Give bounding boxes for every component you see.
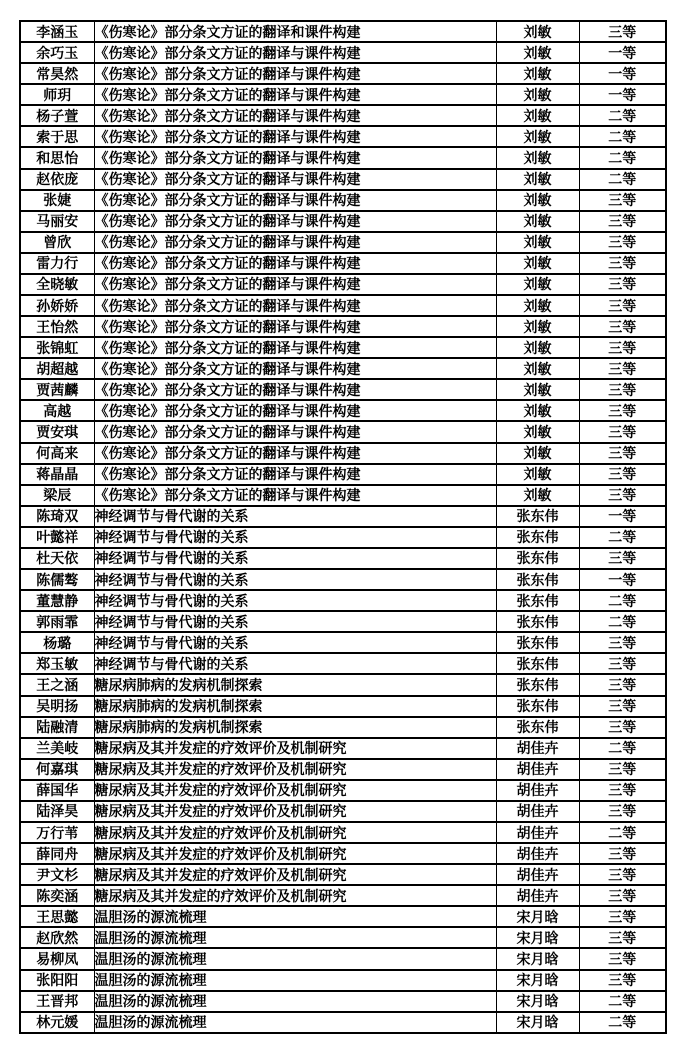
project-title: 糖尿病及其并发症的疗效评价及机制研究 xyxy=(94,780,496,801)
student-name: 蒋晶晶 xyxy=(20,464,94,485)
award-level: 三等 xyxy=(579,674,666,695)
award-level: 三等 xyxy=(579,295,666,316)
project-title: 《伤寒论》部分条文方证的翻译与课件构建 xyxy=(94,379,496,400)
award-level: 三等 xyxy=(579,927,666,948)
advisor-name: 刘敏 xyxy=(496,190,579,211)
advisor-name: 刘敏 xyxy=(496,126,579,147)
project-title: 神经调节与骨代谢的关系 xyxy=(94,569,496,590)
table-row xyxy=(20,527,666,548)
student-name: 尹文杉 xyxy=(20,864,94,885)
table-row xyxy=(20,759,666,780)
award-level: 二等 xyxy=(579,611,666,632)
award-level: 三等 xyxy=(579,358,666,379)
table-row xyxy=(20,190,666,211)
award-level: 二等 xyxy=(579,1012,666,1033)
advisor-name: 刘敏 xyxy=(496,105,579,126)
advisor-name: 刘敏 xyxy=(496,63,579,84)
table-row xyxy=(20,316,666,337)
award-level: 三等 xyxy=(579,653,666,674)
table-row xyxy=(20,948,666,969)
project-title: 《伤寒论》部分条文方证的翻译与课件构建 xyxy=(94,211,496,232)
student-name: 陈儒骜 xyxy=(20,569,94,590)
project-title: 《伤寒论》部分条文方证的翻译与课件构建 xyxy=(94,464,496,485)
award-level: 一等 xyxy=(579,569,666,590)
student-name: 师玥 xyxy=(20,84,94,105)
project-title: 温胆汤的源流梳理 xyxy=(94,1012,496,1033)
advisor-name: 刘敏 xyxy=(496,253,579,274)
student-name: 郭雨霏 xyxy=(20,611,94,632)
project-title: 《伤寒论》部分条文方证的翻译与课件构建 xyxy=(94,126,496,147)
advisor-name: 刘敏 xyxy=(496,337,579,358)
table-row xyxy=(20,485,666,506)
table-row xyxy=(20,632,666,653)
table-row xyxy=(20,738,666,759)
student-name: 王思懿 xyxy=(20,906,94,927)
award-level: 三等 xyxy=(579,443,666,464)
advisor-name: 刘敏 xyxy=(496,316,579,337)
student-name: 曾欣 xyxy=(20,232,94,253)
table-row xyxy=(20,611,666,632)
award-level: 三等 xyxy=(579,400,666,421)
table-row xyxy=(20,21,666,42)
advisor-name: 刘敏 xyxy=(496,379,579,400)
project-title: 《伤寒论》部分条文方证的翻译与课件构建 xyxy=(94,295,496,316)
award-level: 三等 xyxy=(579,190,666,211)
student-name: 常昊然 xyxy=(20,63,94,84)
award-level: 二等 xyxy=(579,169,666,190)
award-level: 三等 xyxy=(579,948,666,969)
project-title: 糖尿病及其并发症的疗效评价及机制研究 xyxy=(94,843,496,864)
advisor-name: 刘敏 xyxy=(496,400,579,421)
advisor-name: 宋月晗 xyxy=(496,1012,579,1033)
student-name: 薛国华 xyxy=(20,780,94,801)
student-name: 陈琦双 xyxy=(20,506,94,527)
advisor-name: 胡佳卉 xyxy=(496,738,579,759)
table-row xyxy=(20,169,666,190)
project-title: 糖尿病及其并发症的疗效评价及机制研究 xyxy=(94,822,496,843)
student-name: 陆融清 xyxy=(20,717,94,738)
award-level: 二等 xyxy=(579,105,666,126)
advisor-name: 刘敏 xyxy=(496,421,579,442)
award-level: 三等 xyxy=(579,864,666,885)
student-name: 陆泽昊 xyxy=(20,801,94,822)
student-name: 贾茜麟 xyxy=(20,379,94,400)
advisor-name: 刘敏 xyxy=(496,295,579,316)
table-row xyxy=(20,337,666,358)
student-name: 何嘉琪 xyxy=(20,759,94,780)
student-name: 吴明扬 xyxy=(20,696,94,717)
table-row xyxy=(20,443,666,464)
table-row xyxy=(20,1012,666,1033)
awards-table xyxy=(19,20,667,1034)
table-row xyxy=(20,358,666,379)
student-name: 薛同舟 xyxy=(20,843,94,864)
project-title: 神经调节与骨代谢的关系 xyxy=(94,632,496,653)
award-level: 三等 xyxy=(579,759,666,780)
advisor-name: 宋月晗 xyxy=(496,991,579,1012)
advisor-name: 胡佳卉 xyxy=(496,780,579,801)
student-name: 梁辰 xyxy=(20,485,94,506)
advisor-name: 张东伟 xyxy=(496,632,579,653)
advisor-name: 刘敏 xyxy=(496,147,579,168)
student-name: 王晋邦 xyxy=(20,991,94,1012)
project-title: 温胆汤的源流梳理 xyxy=(94,970,496,991)
advisor-name: 胡佳卉 xyxy=(496,864,579,885)
award-level: 三等 xyxy=(579,21,666,42)
advisor-name: 张东伟 xyxy=(496,590,579,611)
table-row xyxy=(20,232,666,253)
award-level: 三等 xyxy=(579,696,666,717)
project-title: 《伤寒论》部分条文方证的翻译与课件构建 xyxy=(94,105,496,126)
table-row xyxy=(20,379,666,400)
project-title: 神经调节与骨代谢的关系 xyxy=(94,590,496,611)
award-level: 二等 xyxy=(579,527,666,548)
project-title: 《伤寒论》部分条文方证的翻译与课件构建 xyxy=(94,169,496,190)
table-row xyxy=(20,927,666,948)
project-title: 温胆汤的源流梳理 xyxy=(94,991,496,1012)
table-row xyxy=(20,84,666,105)
award-level: 二等 xyxy=(579,147,666,168)
student-name: 张锦虹 xyxy=(20,337,94,358)
award-level: 三等 xyxy=(579,485,666,506)
award-level: 二等 xyxy=(579,590,666,611)
advisor-name: 宋月晗 xyxy=(496,906,579,927)
advisor-name: 刘敏 xyxy=(496,42,579,63)
project-title: 《伤寒论》部分条文方证的翻译与课件构建 xyxy=(94,400,496,421)
award-level: 三等 xyxy=(579,780,666,801)
award-level: 三等 xyxy=(579,232,666,253)
student-name: 张婕 xyxy=(20,190,94,211)
advisor-name: 刘敏 xyxy=(496,443,579,464)
advisor-name: 宋月晗 xyxy=(496,970,579,991)
award-level: 三等 xyxy=(579,421,666,442)
advisor-name: 宋月晗 xyxy=(496,948,579,969)
table-row xyxy=(20,780,666,801)
project-title: 《伤寒论》部分条文方证的翻译与课件构建 xyxy=(94,421,496,442)
award-level: 三等 xyxy=(579,843,666,864)
project-title: 《伤寒论》部分条文方证的翻译与课件构建 xyxy=(94,147,496,168)
award-level: 一等 xyxy=(579,63,666,84)
award-level: 三等 xyxy=(579,274,666,295)
project-title: 《伤寒论》部分条文方证的翻译与课件构建 xyxy=(94,63,496,84)
table-row xyxy=(20,991,666,1012)
student-name: 王之涵 xyxy=(20,674,94,695)
student-name: 李涵玉 xyxy=(20,21,94,42)
student-name: 万行苇 xyxy=(20,822,94,843)
student-name: 胡超越 xyxy=(20,358,94,379)
project-title: 《伤寒论》部分条文方证的翻译与课件构建 xyxy=(94,485,496,506)
award-level: 三等 xyxy=(579,885,666,906)
table-row xyxy=(20,548,666,569)
project-title: 神经调节与骨代谢的关系 xyxy=(94,653,496,674)
advisor-name: 胡佳卉 xyxy=(496,822,579,843)
project-title: 《伤寒论》部分条文方证的翻译与课件构建 xyxy=(94,42,496,63)
project-title: 糖尿病及其并发症的疗效评价及机制研究 xyxy=(94,759,496,780)
student-name: 赵欣然 xyxy=(20,927,94,948)
student-name: 兰美岐 xyxy=(20,738,94,759)
table-row xyxy=(20,421,666,442)
table-row xyxy=(20,147,666,168)
student-name: 孙娇娇 xyxy=(20,295,94,316)
project-title: 糖尿病肺病的发病机制探索 xyxy=(94,674,496,695)
advisor-name: 刘敏 xyxy=(496,358,579,379)
project-title: 《伤寒论》部分条文方证的翻译与课件构建 xyxy=(94,316,496,337)
project-title: 《伤寒论》部分条文方证的翻译与课件构建 xyxy=(94,253,496,274)
project-title: 温胆汤的源流梳理 xyxy=(94,927,496,948)
award-level: 三等 xyxy=(579,464,666,485)
student-name: 张阳阳 xyxy=(20,970,94,991)
award-level: 三等 xyxy=(579,632,666,653)
award-level: 三等 xyxy=(579,717,666,738)
student-name: 陈奕涵 xyxy=(20,885,94,906)
advisor-name: 张东伟 xyxy=(496,674,579,695)
advisor-name: 张东伟 xyxy=(496,653,579,674)
table-row xyxy=(20,253,666,274)
student-name: 杨璐 xyxy=(20,632,94,653)
advisor-name: 胡佳卉 xyxy=(496,759,579,780)
award-level: 三等 xyxy=(579,379,666,400)
table-row xyxy=(20,400,666,421)
award-level: 二等 xyxy=(579,991,666,1012)
table-row xyxy=(20,822,666,843)
table-row xyxy=(20,843,666,864)
advisor-name: 张东伟 xyxy=(496,569,579,590)
table-row xyxy=(20,569,666,590)
advisor-name: 张东伟 xyxy=(496,717,579,738)
student-name: 高越 xyxy=(20,400,94,421)
project-title: 糖尿病肺病的发病机制探索 xyxy=(94,696,496,717)
advisor-name: 刘敏 xyxy=(496,21,579,42)
project-title: 《伤寒论》部分条文方证的翻译与课件构建 xyxy=(94,358,496,379)
award-level: 一等 xyxy=(579,506,666,527)
award-level: 二等 xyxy=(579,126,666,147)
table-row xyxy=(20,126,666,147)
advisor-name: 刘敏 xyxy=(496,232,579,253)
table-row xyxy=(20,864,666,885)
student-name: 马丽安 xyxy=(20,211,94,232)
student-name: 索于思 xyxy=(20,126,94,147)
project-title: 《伤寒论》部分条文方证的翻译与课件构建 xyxy=(94,232,496,253)
table-row xyxy=(20,590,666,611)
advisor-name: 刘敏 xyxy=(496,274,579,295)
student-name: 叶懿祥 xyxy=(20,527,94,548)
project-title: 《伤寒论》部分条文方证的翻译与课件构建 xyxy=(94,84,496,105)
advisor-name: 宋月晗 xyxy=(496,927,579,948)
table-row xyxy=(20,42,666,63)
table-row xyxy=(20,885,666,906)
table-row xyxy=(20,696,666,717)
advisor-name: 张东伟 xyxy=(496,506,579,527)
award-level: 三等 xyxy=(579,548,666,569)
advisor-name: 刘敏 xyxy=(496,84,579,105)
award-level: 三等 xyxy=(579,337,666,358)
table-row xyxy=(20,653,666,674)
advisor-name: 张东伟 xyxy=(496,527,579,548)
award-level: 二等 xyxy=(579,822,666,843)
project-title: 温胆汤的源流梳理 xyxy=(94,906,496,927)
award-level: 二等 xyxy=(579,738,666,759)
table-row xyxy=(20,717,666,738)
advisor-name: 胡佳卉 xyxy=(496,885,579,906)
project-title: 糖尿病及其并发症的疗效评价及机制研究 xyxy=(94,801,496,822)
table-row xyxy=(20,211,666,232)
project-title: 《伤寒论》部分条文方证的翻译与课件构建 xyxy=(94,443,496,464)
award-level: 三等 xyxy=(579,316,666,337)
student-name: 余巧玉 xyxy=(20,42,94,63)
project-title: 《伤寒论》部分条文方证的翻译与课件构建 xyxy=(94,337,496,358)
table-row xyxy=(20,970,666,991)
table-row xyxy=(20,105,666,126)
project-title: 糖尿病及其并发症的疗效评价及机制研究 xyxy=(94,864,496,885)
project-title: 《伤寒论》部分条文方证的翻译和课件构建 xyxy=(94,21,496,42)
awards-table-body xyxy=(20,21,666,1033)
award-level: 一等 xyxy=(579,42,666,63)
table-row xyxy=(20,906,666,927)
advisor-name: 刘敏 xyxy=(496,485,579,506)
student-name: 杜天依 xyxy=(20,548,94,569)
advisor-name: 张东伟 xyxy=(496,696,579,717)
award-level: 三等 xyxy=(579,970,666,991)
advisor-name: 张东伟 xyxy=(496,548,579,569)
advisor-name: 胡佳卉 xyxy=(496,843,579,864)
project-title: 糖尿病及其并发症的疗效评价及机制研究 xyxy=(94,885,496,906)
award-level: 三等 xyxy=(579,801,666,822)
award-level: 三等 xyxy=(579,211,666,232)
student-name: 易柳凤 xyxy=(20,948,94,969)
advisor-name: 张东伟 xyxy=(496,611,579,632)
advisor-name: 胡佳卉 xyxy=(496,801,579,822)
student-name: 赵依庞 xyxy=(20,169,94,190)
advisor-name: 刘敏 xyxy=(496,211,579,232)
table-row xyxy=(20,464,666,485)
award-level: 三等 xyxy=(579,906,666,927)
project-title: 《伤寒论》部分条文方证的翻译与课件构建 xyxy=(94,274,496,295)
student-name: 贾安琪 xyxy=(20,421,94,442)
project-title: 神经调节与骨代谢的关系 xyxy=(94,611,496,632)
student-name: 王怡然 xyxy=(20,316,94,337)
advisor-name: 刘敏 xyxy=(496,464,579,485)
project-title: 糖尿病肺病的发病机制探索 xyxy=(94,717,496,738)
student-name: 郑玉敏 xyxy=(20,653,94,674)
project-title: 神经调节与骨代谢的关系 xyxy=(94,527,496,548)
award-level: 三等 xyxy=(579,253,666,274)
project-title: 温胆汤的源流梳理 xyxy=(94,948,496,969)
student-name: 和思怡 xyxy=(20,147,94,168)
student-name: 何高来 xyxy=(20,443,94,464)
project-title: 糖尿病及其并发症的疗效评价及机制研究 xyxy=(94,738,496,759)
award-level: 一等 xyxy=(579,84,666,105)
student-name: 雷力行 xyxy=(20,253,94,274)
table-row xyxy=(20,674,666,695)
table-row xyxy=(20,63,666,84)
student-name: 董慧静 xyxy=(20,590,94,611)
advisor-name: 刘敏 xyxy=(496,169,579,190)
student-name: 全晓敏 xyxy=(20,274,94,295)
project-title: 神经调节与骨代谢的关系 xyxy=(94,506,496,527)
project-title: 《伤寒论》部分条文方证的翻译与课件构建 xyxy=(94,190,496,211)
table-row xyxy=(20,801,666,822)
table-row xyxy=(20,274,666,295)
table-row xyxy=(20,295,666,316)
student-name: 林元媛 xyxy=(20,1012,94,1033)
student-name: 杨子萱 xyxy=(20,105,94,126)
project-title: 神经调节与骨代谢的关系 xyxy=(94,548,496,569)
table-row xyxy=(20,506,666,527)
